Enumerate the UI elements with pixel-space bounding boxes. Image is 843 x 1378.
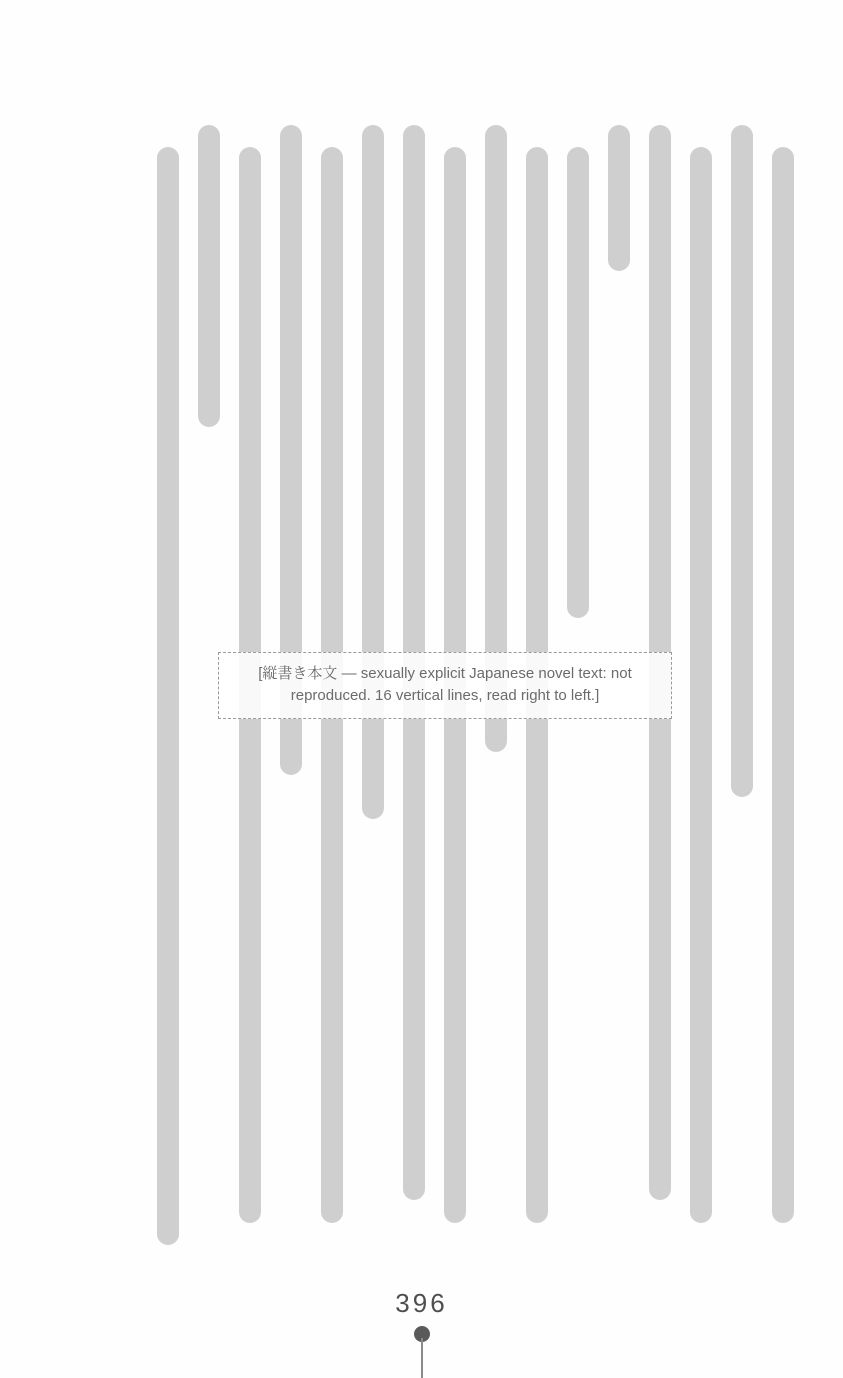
redacted-text-line-bar — [772, 147, 794, 1222]
redacted-text-line — [525, 125, 549, 1245]
redacted-text-line-bar — [198, 125, 220, 427]
redacted-text-line-bar — [280, 125, 302, 775]
redacted-text-line — [730, 125, 754, 1245]
body-text-area — [95, 125, 795, 1245]
page-number: 396 — [395, 1288, 448, 1318]
redacted-text-line-bar — [526, 147, 548, 1222]
redacted-text-line — [238, 125, 262, 1245]
redacted-text-line-bar — [362, 125, 384, 819]
redacted-text-line — [689, 125, 713, 1245]
redacted-text-line — [361, 125, 385, 1245]
redacted-text-line — [607, 125, 631, 1245]
redacted-text-line — [443, 125, 467, 1245]
redaction-note-label: [縦書き本文 — sexually explicit Japanese novel text: not reproduced. 16 vertical lines, read right to left.] — [218, 652, 672, 719]
redacted-text-line-bar — [403, 125, 425, 1200]
redacted-text-line — [197, 125, 221, 1245]
footer-ornament-line — [421, 1338, 423, 1378]
redacted-text-line — [320, 125, 344, 1245]
redacted-text-line-bar — [731, 125, 753, 797]
redacted-text-line — [156, 125, 180, 1245]
redacted-text-line-bar — [485, 125, 507, 752]
redacted-text-line — [566, 125, 590, 1245]
redacted-text-line — [279, 125, 303, 1245]
redacted-text-line — [484, 125, 508, 1245]
redacted-text-line — [771, 125, 795, 1245]
redacted-text-line-bar — [321, 147, 343, 1222]
redacted-text-line-bar — [567, 147, 589, 617]
redacted-text-line — [648, 125, 672, 1245]
redacted-text-line — [402, 125, 426, 1245]
page-footer — [0, 1288, 843, 1378]
redacted-text-line-bar — [690, 147, 712, 1222]
redacted-text-line-bar — [157, 147, 179, 1245]
redacted-text-line-bar — [239, 147, 261, 1222]
redacted-text-line-bar — [608, 125, 630, 271]
redacted-text-columns — [95, 125, 795, 1245]
redacted-text-line-bar — [444, 147, 466, 1222]
redacted-text-line-bar — [649, 125, 671, 1200]
